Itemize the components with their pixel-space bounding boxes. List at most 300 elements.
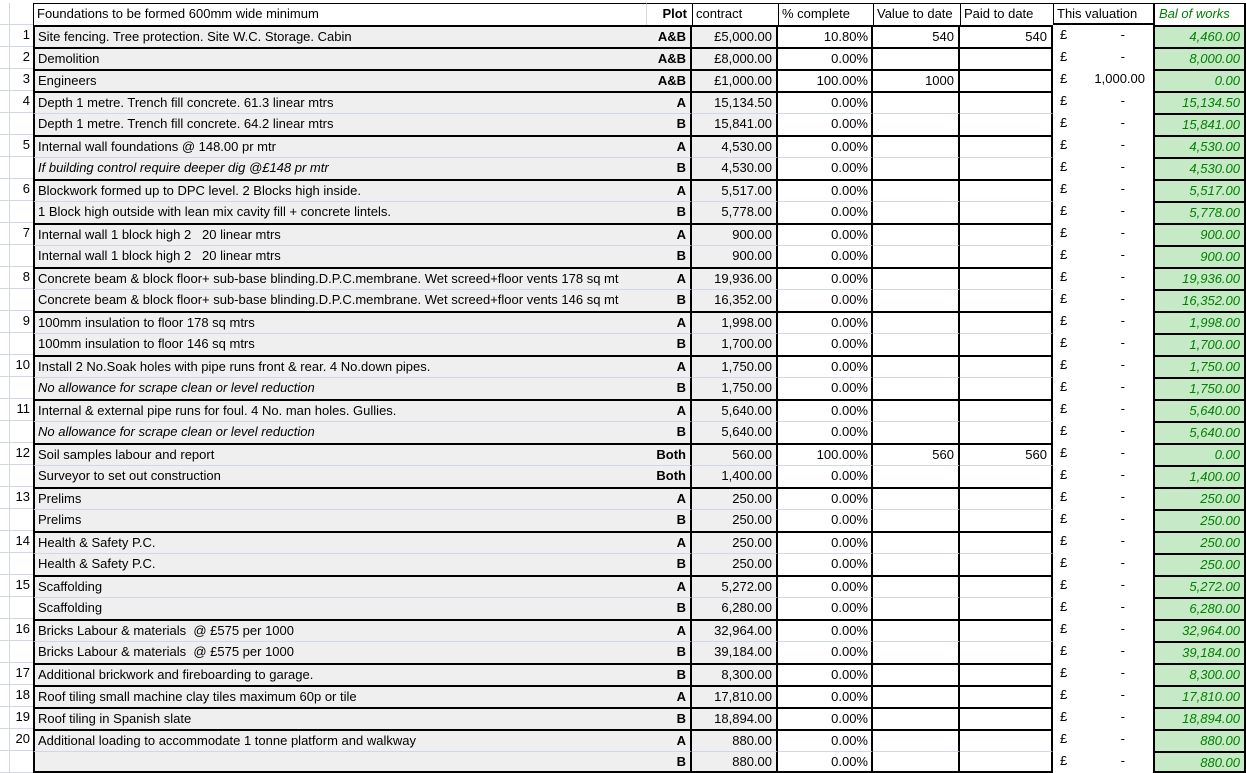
cell-percent-complete[interactable]: 0.00% (778, 157, 873, 179)
cell-this-valuation[interactable] (1053, 465, 1153, 487)
cell-balance-of-works[interactable]: 900.00 (1153, 245, 1246, 267)
cell-item-number[interactable] (10, 751, 33, 773)
header-paid-to-date[interactable]: Paid to date (960, 3, 1053, 25)
cell-paid-to-date[interactable] (960, 157, 1053, 179)
gutter-cell[interactable] (0, 135, 10, 157)
cell-paid-to-date[interactable] (960, 641, 1053, 663)
cell-contract[interactable]: £5,000.00 (692, 25, 778, 47)
gutter-cell[interactable] (0, 465, 10, 487)
cell-percent-complete[interactable]: 0.00% (778, 531, 873, 553)
cell-percent-complete[interactable]: 0.00% (778, 179, 873, 201)
gutter-cell[interactable] (0, 399, 10, 421)
gutter-cell[interactable] (0, 641, 10, 663)
cell-value-to-date[interactable] (873, 289, 960, 311)
cell-value-to-date[interactable] (873, 267, 960, 289)
cell-item-number[interactable] (10, 377, 33, 399)
header-description[interactable]: Foundations to be formed 600mm wide minimum (33, 3, 646, 25)
header-this-valuation[interactable]: This valuation (1053, 3, 1153, 25)
cell-balance-of-works[interactable]: 4,530.00 (1153, 135, 1246, 157)
cell-percent-complete[interactable]: 0.00% (778, 751, 873, 773)
cell-plot[interactable]: B (646, 201, 692, 223)
cell-description[interactable]: Additional brickwork and fireboarding to garage. (33, 663, 646, 685)
cell-item-number[interactable]: 17 (10, 663, 33, 685)
cell-description[interactable]: Surveyor to set out construction (33, 465, 646, 487)
gutter-cell[interactable] (0, 91, 10, 113)
cell-plot[interactable]: A (646, 179, 692, 201)
cell-plot[interactable]: A (646, 223, 692, 245)
cell-percent-complete[interactable]: 0.00% (778, 289, 873, 311)
cell-balance-of-works[interactable]: 250.00 (1153, 487, 1246, 509)
cell-this-valuation[interactable] (1053, 575, 1153, 597)
cell-description[interactable]: No allowance for scrape clean or level reduction (33, 421, 646, 443)
cell-balance-of-works[interactable]: 18,894.00 (1153, 707, 1246, 729)
cell-value-to-date[interactable] (873, 113, 960, 135)
cell-this-valuation[interactable] (1053, 223, 1153, 245)
gutter-cell[interactable] (0, 575, 10, 597)
cell-description[interactable]: Roof tiling in Spanish slate (33, 707, 646, 729)
gutter-cell[interactable] (0, 751, 10, 773)
cell-contract[interactable]: 6,280.00 (692, 597, 778, 619)
cell-paid-to-date[interactable] (960, 553, 1053, 575)
cell-description[interactable]: Engineers (33, 69, 646, 91)
gutter-cell[interactable] (0, 443, 10, 465)
gutter-cell[interactable] (0, 355, 10, 377)
cell-paid-to-date[interactable] (960, 113, 1053, 135)
cell-balance-of-works[interactable]: 250.00 (1153, 553, 1246, 575)
gutter-cell[interactable] (0, 377, 10, 399)
cell-percent-complete[interactable]: 0.00% (778, 707, 873, 729)
cell-description[interactable]: Health & Safety P.C. (33, 531, 646, 553)
cell-plot[interactable]: A (646, 619, 692, 641)
cell-this-valuation[interactable] (1053, 553, 1153, 575)
cell-plot[interactable]: B (646, 113, 692, 135)
cell-paid-to-date[interactable] (960, 399, 1053, 421)
cell-item-number[interactable]: 10 (10, 355, 33, 377)
cell-value-to-date[interactable] (873, 135, 960, 157)
cell-plot[interactable]: B (646, 641, 692, 663)
cell-this-valuation[interactable] (1053, 685, 1153, 707)
cell-description[interactable]: Internal wall 1 block high 2 20 linear mtrs (33, 245, 646, 267)
cell-contract[interactable]: 4,530.00 (692, 157, 778, 179)
cell-plot[interactable]: B (646, 421, 692, 443)
cell-description[interactable]: 100mm insulation to floor 146 sq mtrs (33, 333, 646, 355)
cell-item-number[interactable]: 14 (10, 531, 33, 553)
cell-plot[interactable]: A (646, 135, 692, 157)
cell-plot[interactable]: B (646, 245, 692, 267)
cell-description[interactable]: Bricks Labour & materials @ £575 per 1000 (33, 641, 646, 663)
cell-balance-of-works[interactable]: 5,272.00 (1153, 575, 1246, 597)
cell-paid-to-date[interactable] (960, 135, 1053, 157)
cell-value-to-date[interactable] (873, 201, 960, 223)
cell-percent-complete[interactable]: 0.00% (778, 421, 873, 443)
cell-contract[interactable]: 17,810.00 (692, 685, 778, 707)
cell-balance-of-works[interactable]: 0.00 (1153, 443, 1246, 465)
gutter-cell[interactable] (0, 179, 10, 201)
cell-value-to-date[interactable] (873, 421, 960, 443)
cell-item-number[interactable]: 4 (10, 91, 33, 113)
gutter-cell[interactable] (10, 3, 33, 25)
cell-percent-complete[interactable]: 0.00% (778, 333, 873, 355)
cell-description[interactable]: 1 Block high outside with lean mix cavity fill + concrete lintels. (33, 201, 646, 223)
cell-paid-to-date[interactable] (960, 751, 1053, 773)
cell-percent-complete[interactable]: 0.00% (778, 553, 873, 575)
cell-plot[interactable]: A (646, 487, 692, 509)
cell-plot[interactable]: A (646, 91, 692, 113)
cell-percent-complete[interactable]: 0.00% (778, 201, 873, 223)
cell-value-to-date[interactable] (873, 751, 960, 773)
cell-this-valuation[interactable] (1053, 509, 1153, 531)
cell-item-number[interactable] (10, 597, 33, 619)
cell-item-number[interactable] (10, 201, 33, 223)
cell-balance-of-works[interactable]: 5,640.00 (1153, 399, 1246, 421)
cell-item-number[interactable]: 6 (10, 179, 33, 201)
cell-paid-to-date[interactable] (960, 685, 1053, 707)
cell-value-to-date[interactable] (873, 619, 960, 641)
cell-plot[interactable]: A (646, 267, 692, 289)
cell-value-to-date[interactable] (873, 355, 960, 377)
gutter-cell[interactable] (0, 333, 10, 355)
cell-percent-complete[interactable]: 0.00% (778, 465, 873, 487)
cell-description[interactable]: Roof tiling small machine clay tiles maximum 60p or tile (33, 685, 646, 707)
cell-paid-to-date[interactable] (960, 69, 1053, 91)
cell-description[interactable]: No allowance for scrape clean or level reduction (33, 377, 646, 399)
gutter-cell[interactable] (0, 25, 10, 47)
cell-balance-of-works[interactable]: 39,184.00 (1153, 641, 1246, 663)
cell-contract[interactable]: £1,000.00 (692, 69, 778, 91)
cell-balance-of-works[interactable]: 880.00 (1153, 729, 1246, 751)
cell-description[interactable]: Concrete beam & block floor+ sub-base blinding.D.P.C.membrane. Wet screed+floor vents 146 sq mt (33, 289, 646, 311)
cell-paid-to-date[interactable] (960, 487, 1053, 509)
cell-plot[interactable]: B (646, 707, 692, 729)
cell-item-number[interactable] (10, 509, 33, 531)
cell-description[interactable]: Prelims (33, 509, 646, 531)
gutter-cell[interactable] (0, 47, 10, 69)
cell-this-valuation[interactable] (1053, 707, 1153, 729)
cell-item-number[interactable]: 2 (10, 47, 33, 69)
cell-contract[interactable]: 39,184.00 (692, 641, 778, 663)
gutter-cell[interactable] (0, 619, 10, 641)
cell-contract[interactable]: 15,134.50 (692, 91, 778, 113)
cell-this-valuation[interactable] (1053, 157, 1153, 179)
cell-item-number[interactable] (10, 289, 33, 311)
cell-paid-to-date[interactable] (960, 619, 1053, 641)
cell-item-number[interactable]: 15 (10, 575, 33, 597)
gutter-cell[interactable] (0, 201, 10, 223)
cell-this-valuation[interactable] (1053, 597, 1153, 619)
cell-description[interactable]: Scaffolding (33, 575, 646, 597)
cell-percent-complete[interactable]: 100.00% (778, 69, 873, 91)
cell-value-to-date[interactable] (873, 245, 960, 267)
cell-balance-of-works[interactable]: 880.00 (1153, 751, 1246, 773)
cell-item-number[interactable] (10, 245, 33, 267)
cell-item-number[interactable]: 8 (10, 267, 33, 289)
cell-balance-of-works[interactable]: 5,640.00 (1153, 421, 1246, 443)
cell-plot[interactable]: B (646, 377, 692, 399)
cell-balance-of-works[interactable]: 5,778.00 (1153, 201, 1246, 223)
cell-value-to-date[interactable] (873, 707, 960, 729)
cell-this-valuation[interactable] (1053, 377, 1153, 399)
cell-percent-complete[interactable]: 0.00% (778, 113, 873, 135)
cell-paid-to-date[interactable] (960, 377, 1053, 399)
cell-description[interactable]: Depth 1 metre. Trench fill concrete. 64.2 linear mtrs (33, 113, 646, 135)
cell-this-valuation[interactable] (1053, 399, 1153, 421)
cell-paid-to-date[interactable] (960, 509, 1053, 531)
cell-balance-of-works[interactable]: 1,750.00 (1153, 377, 1246, 399)
cell-contract[interactable]: 1,998.00 (692, 311, 778, 333)
cell-balance-of-works[interactable]: 1,700.00 (1153, 333, 1246, 355)
cell-item-number[interactable]: 16 (10, 619, 33, 641)
cell-balance-of-works[interactable]: 250.00 (1153, 509, 1246, 531)
cell-item-number[interactable]: 12 (10, 443, 33, 465)
cell-plot[interactable]: B (646, 509, 692, 531)
gutter-cell[interactable] (0, 113, 10, 135)
cell-percent-complete[interactable]: 0.00% (778, 509, 873, 531)
cell-description[interactable]: Depth 1 metre. Trench fill concrete. 61.3 linear mtrs (33, 91, 646, 113)
cell-contract[interactable]: 1,700.00 (692, 333, 778, 355)
cell-value-to-date[interactable] (873, 399, 960, 421)
cell-value-to-date[interactable] (873, 531, 960, 553)
header-contract[interactable]: contract (692, 3, 778, 25)
cell-description[interactable]: Install 2 No.Soak holes with pipe runs front & rear. 4 No.down pipes. (33, 355, 646, 377)
cell-balance-of-works[interactable]: 8,300.00 (1153, 663, 1246, 685)
cell-value-to-date[interactable] (873, 377, 960, 399)
cell-percent-complete[interactable]: 0.00% (778, 91, 873, 113)
cell-contract[interactable]: 1,750.00 (692, 355, 778, 377)
cell-value-to-date[interactable] (873, 641, 960, 663)
cell-value-to-date[interactable] (873, 157, 960, 179)
gutter-cell[interactable] (0, 685, 10, 707)
cell-percent-complete[interactable]: 0.00% (778, 267, 873, 289)
cell-description[interactable]: If building control require deeper dig @£148 pr mtr (33, 157, 646, 179)
cell-balance-of-works[interactable]: 1,998.00 (1153, 311, 1246, 333)
cell-paid-to-date[interactable] (960, 729, 1053, 751)
cell-percent-complete[interactable]: 0.00% (778, 355, 873, 377)
cell-description[interactable]: Demolition (33, 47, 646, 69)
cell-this-valuation[interactable] (1053, 267, 1153, 289)
cell-item-number[interactable]: 11 (10, 399, 33, 421)
cell-this-valuation[interactable] (1053, 443, 1153, 465)
cell-percent-complete[interactable]: 0.00% (778, 377, 873, 399)
gutter-cell[interactable] (0, 531, 10, 553)
cell-percent-complete[interactable]: 100.00% (778, 443, 873, 465)
header-balance-of-works[interactable]: Bal of works (1153, 3, 1246, 25)
cell-this-valuation[interactable] (1053, 47, 1153, 69)
cell-contract[interactable]: 5,640.00 (692, 399, 778, 421)
cell-contract[interactable]: 32,964.00 (692, 619, 778, 641)
cell-percent-complete[interactable]: 0.00% (778, 685, 873, 707)
cell-percent-complete[interactable]: 0.00% (778, 245, 873, 267)
cell-plot[interactable]: A (646, 399, 692, 421)
cell-this-valuation[interactable] (1053, 355, 1153, 377)
cell-contract[interactable]: 900.00 (692, 245, 778, 267)
cell-item-number[interactable]: 5 (10, 135, 33, 157)
cell-contract[interactable]: 5,517.00 (692, 179, 778, 201)
cell-this-valuation[interactable] (1053, 421, 1153, 443)
cell-item-number[interactable] (10, 157, 33, 179)
cell-this-valuation[interactable] (1053, 531, 1153, 553)
gutter-cell[interactable] (0, 729, 10, 751)
cell-value-to-date[interactable]: 540 (873, 25, 960, 47)
cell-contract[interactable]: 250.00 (692, 553, 778, 575)
cell-balance-of-works[interactable]: 1,750.00 (1153, 355, 1246, 377)
cell-contract[interactable]: 250.00 (692, 531, 778, 553)
cell-paid-to-date[interactable] (960, 707, 1053, 729)
cell-item-number[interactable] (10, 553, 33, 575)
cell-balance-of-works[interactable]: 5,517.00 (1153, 179, 1246, 201)
cell-paid-to-date[interactable] (960, 223, 1053, 245)
cell-paid-to-date[interactable] (960, 531, 1053, 553)
cell-description[interactable]: Bricks Labour & materials @ £575 per 1000 (33, 619, 646, 641)
gutter-cell[interactable] (0, 707, 10, 729)
cell-plot[interactable]: B (646, 333, 692, 355)
cell-item-number[interactable]: 3 (10, 69, 33, 91)
cell-value-to-date[interactable] (873, 91, 960, 113)
cell-description[interactable]: Internal wall foundations @ 148.00 pr mtr (33, 135, 646, 157)
gutter-cell[interactable] (0, 3, 10, 25)
cell-this-valuation[interactable] (1053, 311, 1153, 333)
cell-this-valuation[interactable] (1053, 245, 1153, 267)
cell-item-number[interactable] (10, 465, 33, 487)
cell-contract[interactable]: 900.00 (692, 223, 778, 245)
cell-description[interactable]: Site fencing. Tree protection. Site W.C. Storage. Cabin (33, 25, 646, 47)
cell-this-valuation[interactable] (1053, 201, 1153, 223)
cell-this-valuation[interactable] (1053, 487, 1153, 509)
cell-description[interactable] (33, 751, 646, 773)
cell-description[interactable]: Concrete beam & block floor+ sub-base blinding.D.P.C.membrane. Wet screed+floor vents 178 sq mt (33, 267, 646, 289)
cell-this-valuation[interactable] (1053, 69, 1153, 91)
header-percent-complete[interactable]: % complete (778, 3, 873, 25)
cell-value-to-date[interactable] (873, 575, 960, 597)
cell-value-to-date[interactable] (873, 597, 960, 619)
cell-plot[interactable]: A (646, 311, 692, 333)
cell-value-to-date[interactable] (873, 465, 960, 487)
gutter-cell[interactable] (0, 157, 10, 179)
cell-balance-of-works[interactable]: 900.00 (1153, 223, 1246, 245)
gutter-cell[interactable] (0, 69, 10, 91)
cell-plot[interactable]: Both (646, 443, 692, 465)
cell-contract[interactable]: £8,000.00 (692, 47, 778, 69)
cell-value-to-date[interactable]: 560 (873, 443, 960, 465)
cell-plot[interactable]: B (646, 289, 692, 311)
cell-value-to-date[interactable] (873, 729, 960, 751)
cell-description[interactable]: 100mm insulation to floor 178 sq mtrs (33, 311, 646, 333)
cell-this-valuation[interactable] (1053, 333, 1153, 355)
cell-item-number[interactable]: 13 (10, 487, 33, 509)
cell-percent-complete[interactable]: 0.00% (778, 663, 873, 685)
cell-percent-complete[interactable]: 0.00% (778, 47, 873, 69)
cell-value-to-date[interactable] (873, 47, 960, 69)
cell-contract[interactable]: 4,530.00 (692, 135, 778, 157)
gutter-cell[interactable] (0, 509, 10, 531)
cell-balance-of-works[interactable]: 6,280.00 (1153, 597, 1246, 619)
cell-paid-to-date[interactable] (960, 663, 1053, 685)
gutter-cell[interactable] (0, 553, 10, 575)
cell-percent-complete[interactable]: 0.00% (778, 399, 873, 421)
cell-plot[interactable]: B (646, 597, 692, 619)
cell-contract[interactable]: 250.00 (692, 487, 778, 509)
cell-contract[interactable]: 5,272.00 (692, 575, 778, 597)
cell-item-number[interactable]: 7 (10, 223, 33, 245)
cell-contract[interactable]: 15,841.00 (692, 113, 778, 135)
cell-balance-of-works[interactable]: 0.00 (1153, 69, 1246, 91)
cell-plot[interactable]: A&B (646, 47, 692, 69)
cell-balance-of-works[interactable]: 17,810.00 (1153, 685, 1246, 707)
cell-plot[interactable]: A&B (646, 69, 692, 91)
cell-balance-of-works[interactable]: 19,936.00 (1153, 267, 1246, 289)
cell-contract[interactable]: 8,300.00 (692, 663, 778, 685)
gutter-cell[interactable] (0, 487, 10, 509)
cell-balance-of-works[interactable]: 32,964.00 (1153, 619, 1246, 641)
cell-description[interactable]: Scaffolding (33, 597, 646, 619)
cell-balance-of-works[interactable]: 1,400.00 (1153, 465, 1246, 487)
cell-paid-to-date[interactable] (960, 597, 1053, 619)
cell-plot[interactable]: A (646, 355, 692, 377)
cell-contract[interactable]: 1,400.00 (692, 465, 778, 487)
cell-contract[interactable]: 880.00 (692, 751, 778, 773)
cell-this-valuation[interactable] (1053, 641, 1153, 663)
cell-item-number[interactable] (10, 421, 33, 443)
cell-item-number[interactable] (10, 113, 33, 135)
cell-plot[interactable]: A&B (646, 25, 692, 47)
cell-contract[interactable]: 19,936.00 (692, 267, 778, 289)
cell-percent-complete[interactable]: 0.00% (778, 641, 873, 663)
cell-paid-to-date[interactable] (960, 289, 1053, 311)
cell-balance-of-works[interactable]: 4,530.00 (1153, 157, 1246, 179)
cell-item-number[interactable] (10, 333, 33, 355)
gutter-cell[interactable] (0, 289, 10, 311)
cell-plot[interactable]: A (646, 531, 692, 553)
cell-value-to-date[interactable] (873, 509, 960, 531)
cell-description[interactable]: Internal & external pipe runs for foul. 4 No. man holes. Gullies. (33, 399, 646, 421)
cell-value-to-date[interactable] (873, 685, 960, 707)
cell-balance-of-works[interactable]: 8,000.00 (1153, 47, 1246, 69)
cell-plot[interactable]: A (646, 729, 692, 751)
cell-contract[interactable]: 16,352.00 (692, 289, 778, 311)
gutter-cell[interactable] (0, 245, 10, 267)
cell-this-valuation[interactable] (1053, 113, 1153, 135)
cell-description[interactable]: Blockwork formed up to DPC level. 2 Blocks high inside. (33, 179, 646, 201)
cell-this-valuation[interactable] (1053, 289, 1153, 311)
cell-percent-complete[interactable]: 0.00% (778, 223, 873, 245)
cell-description[interactable]: Prelims (33, 487, 646, 509)
cell-balance-of-works[interactable]: 250.00 (1153, 531, 1246, 553)
cell-paid-to-date[interactable] (960, 421, 1053, 443)
cell-value-to-date[interactable] (873, 663, 960, 685)
cell-percent-complete[interactable]: 0.00% (778, 575, 873, 597)
header-value-to-date[interactable]: Value to date (873, 3, 960, 25)
cell-plot[interactable]: B (646, 157, 692, 179)
cell-this-valuation[interactable] (1053, 729, 1153, 751)
cell-balance-of-works[interactable]: 15,134.50 (1153, 91, 1246, 113)
cell-this-valuation[interactable] (1053, 135, 1153, 157)
cell-paid-to-date[interactable] (960, 47, 1053, 69)
gutter-cell[interactable] (0, 597, 10, 619)
gutter-cell[interactable] (0, 267, 10, 289)
cell-paid-to-date[interactable] (960, 311, 1053, 333)
cell-this-valuation[interactable] (1053, 179, 1153, 201)
gutter-cell[interactable] (0, 311, 10, 333)
cell-paid-to-date[interactable] (960, 179, 1053, 201)
gutter-cell[interactable] (0, 421, 10, 443)
cell-item-number[interactable]: 20 (10, 729, 33, 751)
cell-plot[interactable]: B (646, 663, 692, 685)
cell-value-to-date[interactable] (873, 223, 960, 245)
cell-paid-to-date[interactable] (960, 333, 1053, 355)
cell-percent-complete[interactable]: 0.00% (778, 729, 873, 751)
cell-balance-of-works[interactable]: 16,352.00 (1153, 289, 1246, 311)
cell-plot[interactable]: Both (646, 465, 692, 487)
cell-description[interactable]: Additional loading to accommodate 1 tonne platform and walkway (33, 729, 646, 751)
